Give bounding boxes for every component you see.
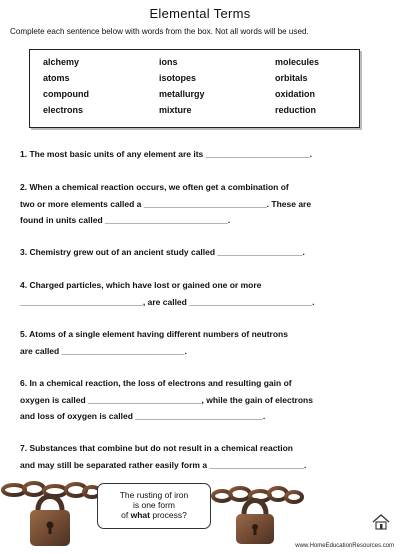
question-6 bbox=[20, 375, 313, 425]
callout-line-1: The rusting of iron bbox=[119, 490, 189, 500]
callout-line-3-post: process? bbox=[149, 510, 187, 520]
rust-callout-box bbox=[97, 483, 211, 529]
question-7 bbox=[20, 440, 306, 473]
word-bank-item: reduction bbox=[275, 105, 317, 115]
word-bank-item: isotopes bbox=[159, 73, 197, 83]
word-bank-item: molecules bbox=[275, 57, 320, 67]
question-1: 1. The most basic units of any element are its ______________________. bbox=[20, 149, 313, 159]
word-bank-item: alchemy bbox=[43, 57, 80, 67]
word-bank-item: electrons bbox=[43, 105, 84, 115]
question-2-line-3: found in units called __________________________. bbox=[20, 215, 231, 225]
question-2-line-2: two or more elements called a __________________________. These are bbox=[20, 198, 312, 209]
instructions: Complete each sentence below with words from the box. Not all words will be used. bbox=[10, 27, 309, 36]
question-2 bbox=[20, 179, 311, 229]
question-7-line-2: and may still be separated rather easily form a ____________________. bbox=[20, 459, 307, 470]
word-bank-item: mixture bbox=[159, 105, 192, 115]
word-bank-item: atoms bbox=[43, 73, 70, 83]
question-6-line-2: oxygen is called ________________________, while the gain of electrons bbox=[20, 394, 313, 405]
callout-emphasis: what bbox=[130, 510, 150, 520]
question-4 bbox=[20, 277, 315, 310]
page-title: Elemental Terms bbox=[149, 6, 251, 21]
question-5-line-1: 5. Atoms of a single element having different numbers of neutrons bbox=[20, 329, 288, 339]
question-3: 3. Chemistry grew out of an ancient study called __________________. bbox=[20, 247, 305, 257]
question-6-line-3: and loss of oxygen is called ___________________________. bbox=[20, 411, 266, 421]
question-4-line-1: 4. Charged particles, which have lost or gained one or more bbox=[20, 280, 262, 290]
question-6-line-1: 6. In a chemical reaction, the loss of electrons and resulting gain of bbox=[20, 378, 292, 388]
word-bank-item: orbitals bbox=[275, 73, 308, 83]
question-5-line-2: are called __________________________. bbox=[20, 345, 187, 356]
padlock-left bbox=[30, 497, 70, 547]
question-5 bbox=[20, 326, 288, 359]
callout-line-3-pre: of bbox=[121, 510, 131, 520]
home-icon bbox=[372, 514, 390, 530]
question-7-line-1: 7. Substances that combine but do not result in a chemical reaction bbox=[20, 443, 294, 453]
word-bank-item: compound bbox=[43, 89, 89, 99]
callout-line-3 bbox=[98, 510, 210, 520]
word-bank-item: ions bbox=[159, 57, 178, 67]
word-bank-box bbox=[29, 49, 360, 128]
callout-line-2: is one form bbox=[132, 500, 176, 510]
question-4-line-2: __________________________, are called __________________________. bbox=[20, 296, 315, 307]
word-bank-item: oxidation bbox=[275, 89, 315, 99]
question-2-line-1: 2. When a chemical reaction occurs, we often get a combination of bbox=[20, 182, 289, 192]
padlock-right bbox=[236, 501, 274, 545]
word-bank-grid bbox=[43, 57, 353, 121]
word-bank-item: metallurgy bbox=[159, 89, 205, 99]
footer-site-url: www.HomeEducationResources.com bbox=[295, 543, 394, 549]
